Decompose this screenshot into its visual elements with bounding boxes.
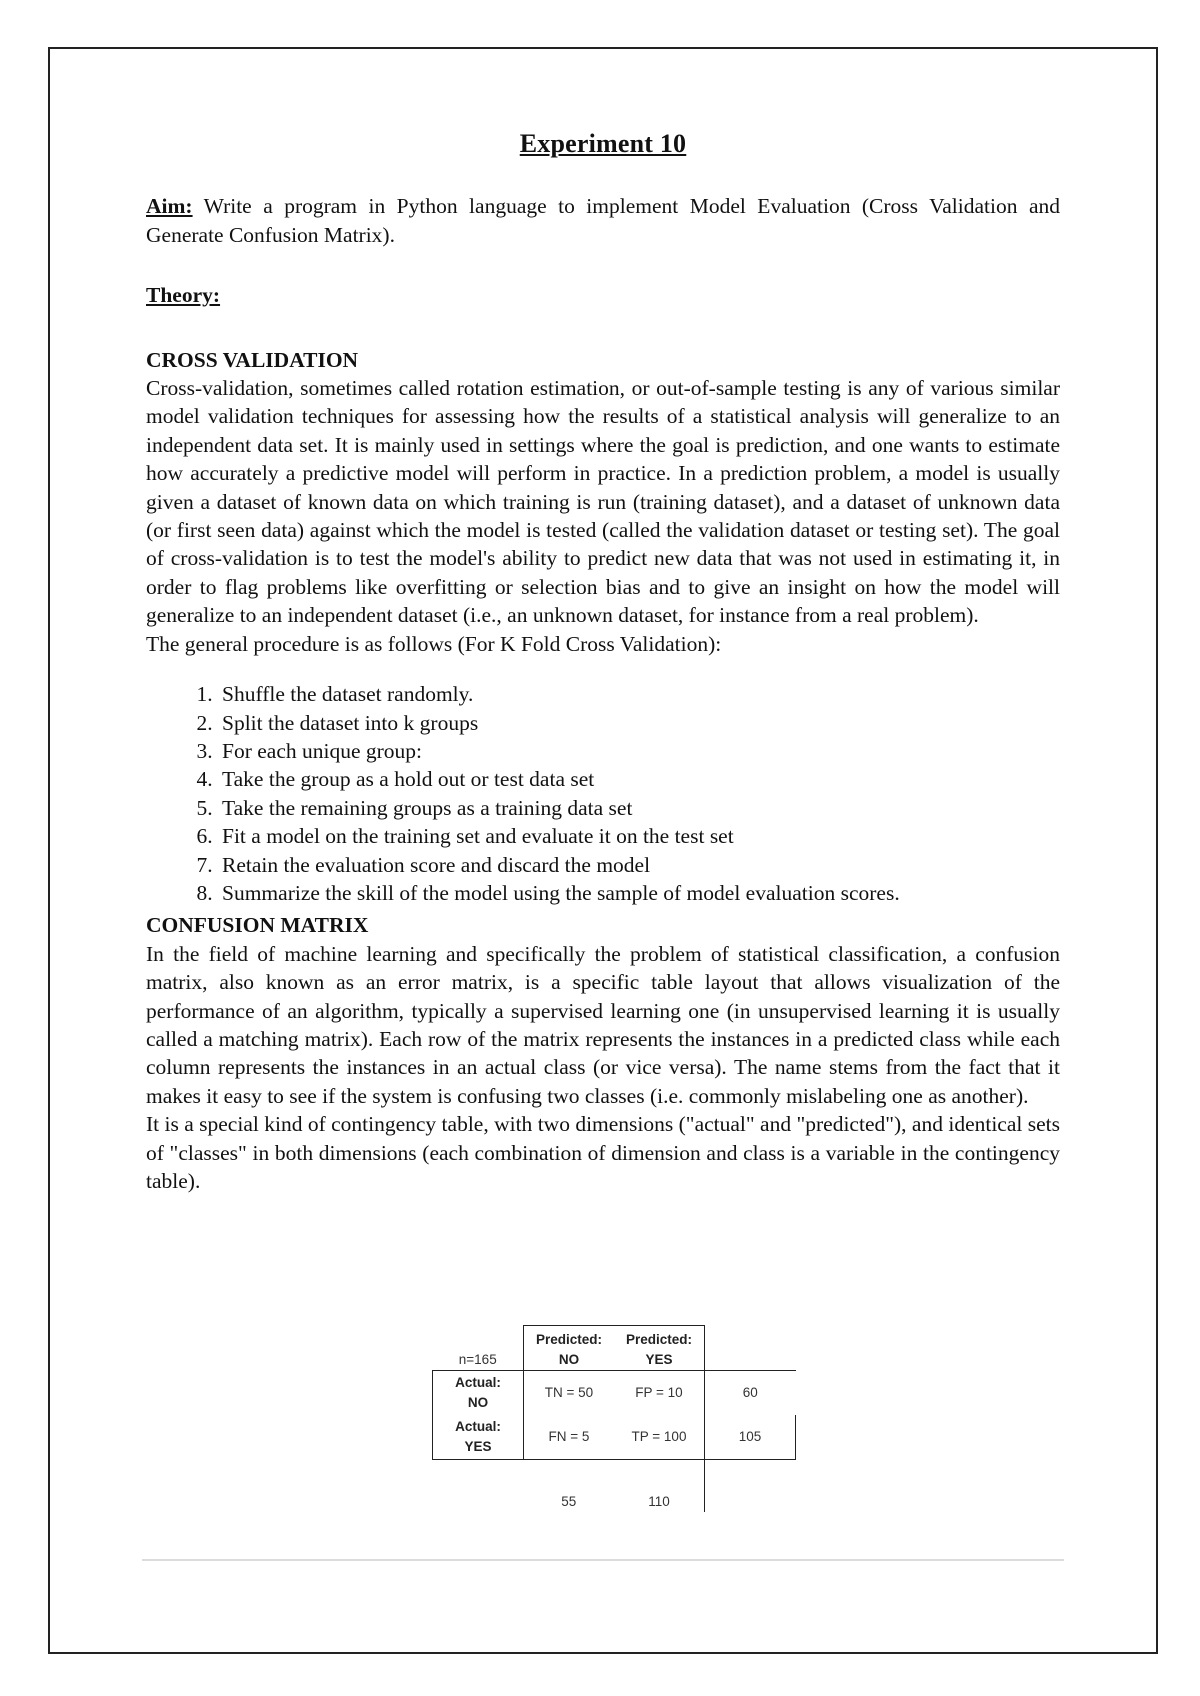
- list-item: 5. Take the remaining groups as a training data set: [218, 794, 1060, 822]
- confusion-matrix-heading: CONFUSION MATRIX: [146, 913, 369, 938]
- empty-cell: [433, 1460, 524, 1513]
- page-title: Experiment 10: [519, 129, 687, 158]
- list-item: 4. Take the group as a hold out or test data set: [218, 765, 1060, 793]
- n-label: n=165: [458, 1352, 497, 1367]
- aim-label: Aim:: [146, 194, 193, 219]
- confusion-matrix-paragraph-2: It is a special kind of contingency table, with two dimensions ("actual" and "predicted"), and identical sets of "classes" in both dimensions (each combination of dimension and class is a variable in the contingency table).: [146, 1112, 1060, 1193]
- footer-divider: [142, 1559, 1064, 1561]
- cell-true-negative: TN = 50: [524, 1371, 615, 1416]
- confusion-matrix-paragraph-1: In the field of machine learning and specifically the problem of statistical classification, a confusion matrix, also known as an error matrix, is a specific table layout that allows visualization of the performance of an algorithm, typically a supervised learning one (in unsupervised learning it is usually called a matching matrix). Each row of the matrix represents the instances in a predicted class while each column represents the instances in an actual class (or vice versa). The name stems from the fact that it makes it easy to see if the system is confusing two classes (i.e. commonly mislabeling one as another).: [146, 941, 1060, 1108]
- list-item: 2. Split the dataset into k groups: [218, 709, 1060, 737]
- list-item: 7. Retain the evaluation score and discard the model: [218, 851, 1060, 879]
- document-body: [146, 130, 1060, 1195]
- procedure-intro: The general procedure is as follows (For K Fold Cross Validation):: [146, 631, 722, 656]
- cross-validation-heading: CROSS VALIDATION: [146, 347, 359, 372]
- list-item: 1. Shuffle the dataset randomly.: [218, 680, 1060, 708]
- confusion-matrix-table: [432, 1325, 796, 1512]
- header-actual-yes: Actual: YES: [433, 1415, 524, 1460]
- col-total-no: 55: [561, 1494, 577, 1509]
- empty-cell: [705, 1460, 796, 1513]
- procedure-steps: [146, 680, 1060, 907]
- list-item: 6. Fit a model on the training set and evaluate it on the test set: [218, 822, 1060, 850]
- col-total-yes: 110: [614, 1460, 705, 1513]
- cell-true-positive: TP = 100: [614, 1415, 705, 1460]
- row-total-yes: 105: [705, 1415, 796, 1460]
- empty-cell: [705, 1326, 796, 1371]
- header-predicted-yes: Predicted: YES: [614, 1326, 705, 1371]
- list-item: 3. For each unique group:: [218, 737, 1060, 765]
- header-actual-no: Actual: NO: [433, 1371, 524, 1416]
- cell-false-positive: FP = 10: [614, 1371, 705, 1416]
- theory-heading: Theory:: [146, 283, 221, 308]
- header-predicted-no: Predicted: NO: [524, 1326, 615, 1371]
- cell-false-negative: FN = 5: [524, 1415, 615, 1460]
- row-total-no: 60: [705, 1371, 796, 1416]
- list-item: 8. Summarize the skill of the model using the sample of model evaluation scores.: [218, 879, 1060, 907]
- cross-validation-paragraph: Cross-validation, sometimes called rotation estimation, or out-of-sample testing is any of various similar model validation techniques for assessing how the results of a statistical analysis will generalize to an independent data set. It is mainly used in settings where the goal is prediction, and one wants to estimate how accurately a predictive model will perform in practice. In a prediction problem, a model is usually given a dataset of known data on which training is run (training dataset), and a dataset of unknown data (or first seen data) against which the model is tested (called the validation dataset or testing set). The goal of cross-validation is to test the model's ability to predict new data that was not used in estimating it, in order to flag problems like overfitting or selection bias and to give an insight on how the model will generalize to an independent dataset (i.e., an unknown dataset, for instance from a real problem).: [146, 376, 1060, 628]
- aim-paragraph: [146, 192, 1060, 249]
- aim-text: Write a program in Python language to implement Model Evaluation (Cross Validation and Generate Confusion Matrix).: [146, 194, 1060, 247]
